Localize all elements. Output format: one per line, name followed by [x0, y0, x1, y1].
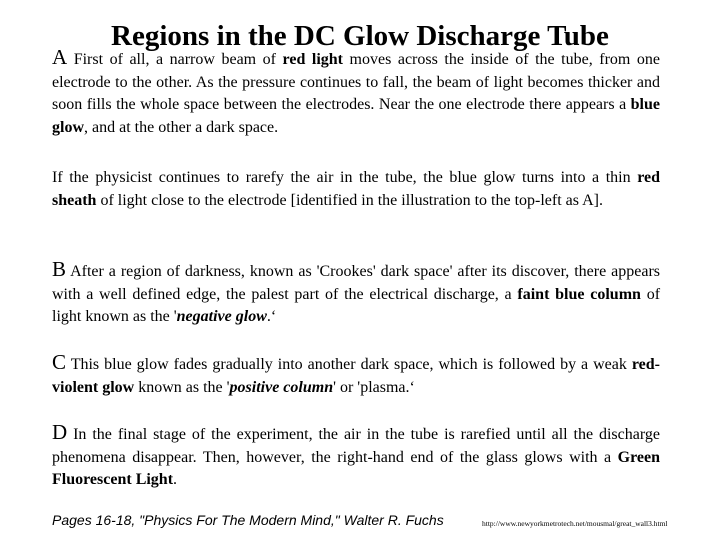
section-letter-b: B [52, 257, 67, 281]
section-letter-c: C [52, 350, 67, 374]
paragraph-a [52, 46, 660, 139]
term-red-sheath: red sheath [52, 169, 660, 209]
paragraph-a-text-1: First of all, a narrow beam of [67, 51, 283, 68]
paragraph-c-text-1: This blue glow fades gradually into another dark space, which is followed by a weak [66, 356, 632, 373]
source-citation: Pages 16-18, "Physics For The Modern Mind," Walter R. Fuchs [52, 512, 444, 528]
term-green-fluorescent-light: Green Fluorescent Light [52, 448, 660, 488]
paragraph-sheath-text-2: of light close to the electrode [identified in the illustration to the top-left as A]. [96, 191, 603, 209]
paragraph-sheath-text-1: If the physicist continues to rarefy the air in the tube, the blue glow turns into a thin [52, 169, 638, 186]
paragraph-b-text-1: After a region of darkness, known as 'Crookes' dark space' after its discover, there appears with a well defined edge, the palest part of the electrical discharge, a [52, 263, 660, 303]
paragraph-d-text-1: In the final stage of the experiment, the air in the tube is rarefied until all the discharge phenomena disappear. Then, however, the right-hand end of the glass glows with a [52, 426, 660, 466]
paragraph-a-text-2: moves across the inside of the tube, from one electrode to the other. As the pressure continues to fall, the beam of light becomes thicker and soon fills the whole space between the electrodes. Near the one electrode there appears a [52, 51, 660, 113]
paragraph-d [52, 421, 660, 492]
paragraph-b [52, 258, 660, 329]
paragraph-c-text-3: ' or 'plasma.‘ [333, 378, 415, 396]
page-title: Regions in the DC Glow Discharge Tube [111, 20, 609, 52]
paragraph-b-text-3: .‘ [266, 308, 277, 325]
term-faint-blue-column: faint blue column [517, 285, 641, 303]
term-red-light: red light [282, 51, 343, 68]
paragraph-c-text-2: known as the ' [134, 378, 230, 396]
term-red-violent-glow: red-violent glow [52, 356, 660, 396]
section-letter-d: D [52, 420, 68, 444]
paragraph-b-text-2: of light known as the ' [52, 285, 661, 325]
paragraph-c [52, 351, 660, 399]
term-negative-glow: negative glow [176, 308, 267, 325]
paragraph-d-text-2: . [173, 471, 178, 488]
paragraph-sheath [52, 167, 660, 212]
source-url[interactable]: http://www.newyorkmetrotech.net/mousmal/great_wall3.html [482, 519, 668, 528]
term-blue-glow: blue glow [52, 96, 660, 136]
paragraph-a-text-3: , and at the other a dark space. [84, 118, 279, 136]
section-letter-a: A [52, 45, 68, 69]
term-positive-column: positive column [229, 378, 334, 396]
